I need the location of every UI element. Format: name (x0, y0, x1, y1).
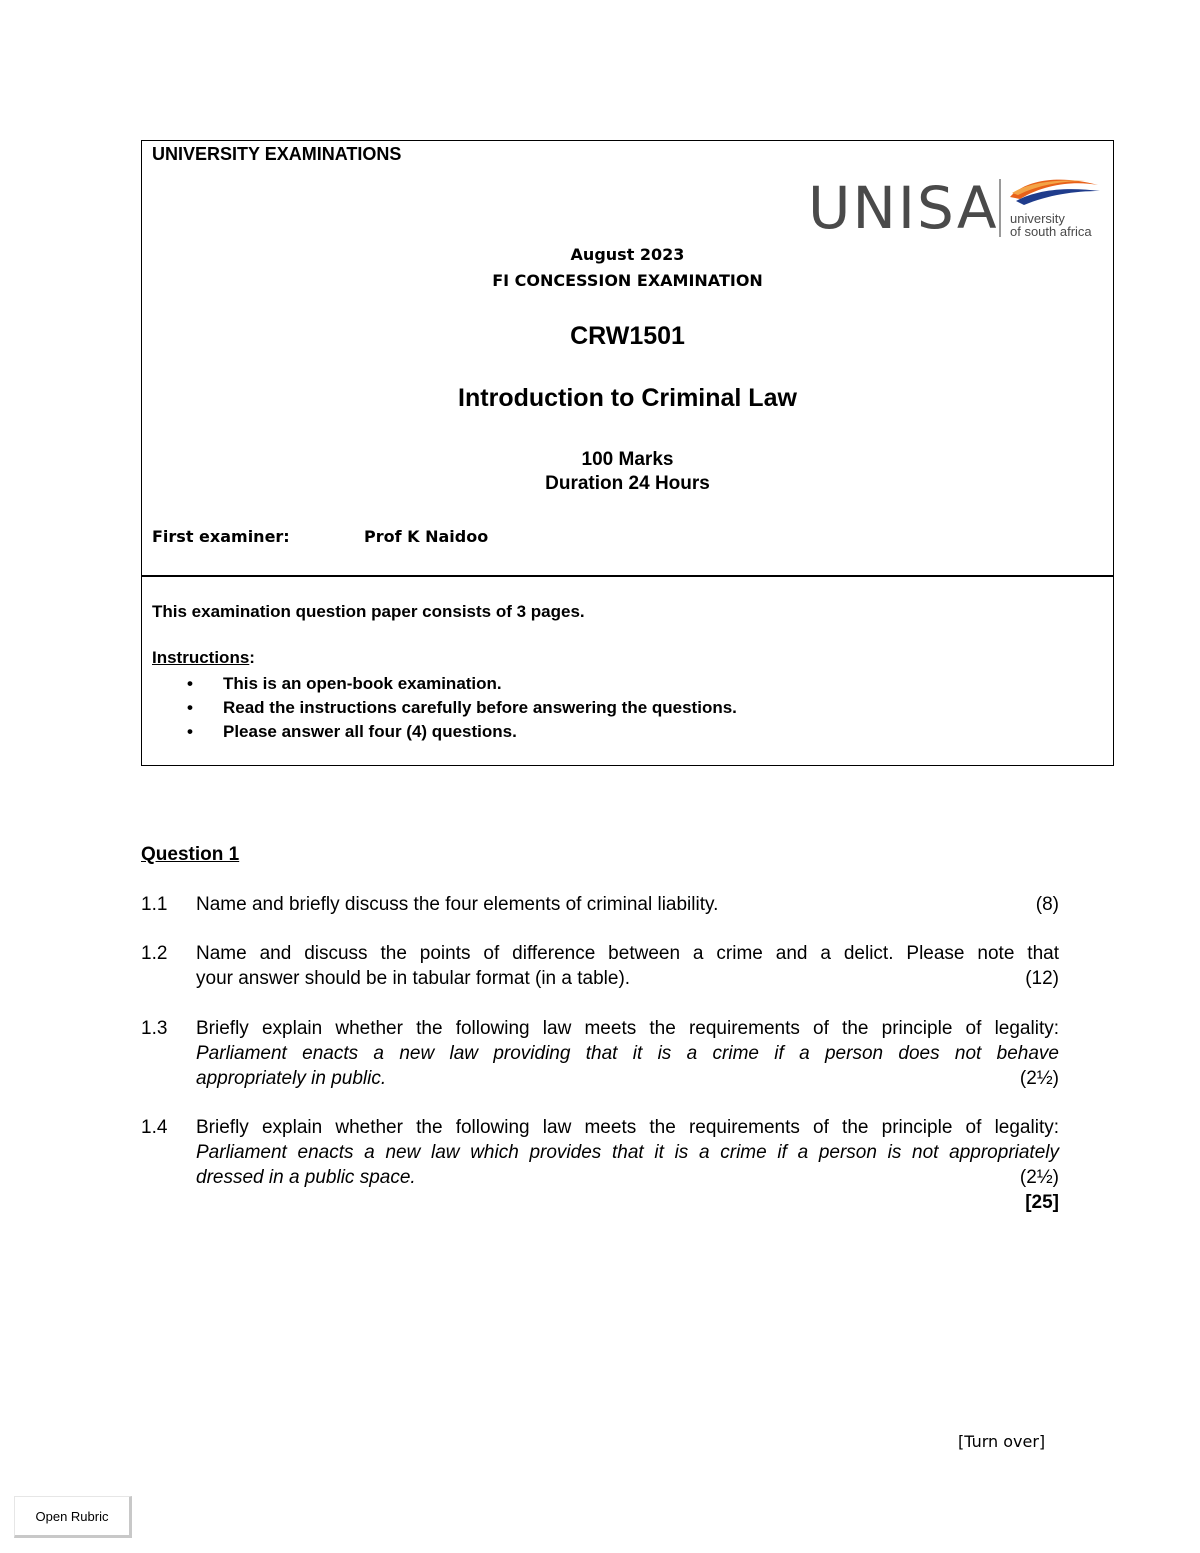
question-line: Parliament enacts a new law providing that it is a crime if a person does not behave (196, 1043, 1059, 1064)
module-code: CRW1501 (570, 322, 685, 350)
instructions-colon: : (249, 648, 255, 667)
question-text (196, 1016, 1059, 1091)
question-line: Name and discuss the points of difference between a crime and a delict. Please note that (196, 943, 1059, 964)
question-line: appropriately in public. (196, 1068, 387, 1089)
question-mark: (2½) (1019, 1167, 1059, 1188)
question-mark: (2½) (1019, 1068, 1059, 1089)
instructions-list (152, 672, 737, 744)
question-line: dressed in a public space. (196, 1167, 416, 1188)
open-rubric-button[interactable]: Open Rubric (14, 1496, 132, 1538)
question-line: Briefly explain whether the following law meets the requirements of the principle of legality: (196, 1117, 1059, 1138)
turn-over-note: [Turn over] (958, 1432, 1046, 1451)
logo-swoosh-icon (1006, 175, 1102, 209)
instruction-item: • This is an open-book examination. (152, 672, 737, 696)
question-text (196, 1115, 1059, 1215)
total-marks: 100 Marks (581, 449, 674, 470)
question-total-marks: [25] (1025, 1192, 1059, 1213)
exam-date: August 2023 (570, 245, 685, 264)
logo-divider (999, 179, 1001, 237)
instruction-item: • Read the instructions carefully before answering the questions. (152, 696, 737, 720)
exam-type: FI CONCESSION EXAMINATION (492, 271, 763, 290)
question-number: 1.1 (141, 894, 168, 915)
logo-subtext-university: university (1010, 211, 1065, 226)
module-title: Introduction to Criminal Law (458, 384, 797, 412)
question-line: Parliament enacts a new law which provides that it is a crime if a person is not appropriately (196, 1142, 1059, 1163)
exam-duration: Duration 24 Hours (545, 473, 710, 494)
question-number: 1.4 (141, 1117, 168, 1138)
instructions-heading (152, 648, 255, 668)
cover-header-section (142, 141, 1113, 577)
examiner-label: First examiner: (152, 527, 290, 546)
pages-note: This examination question paper consists of 3 pages. (152, 602, 585, 621)
logo-wordmark: UNISA (808, 174, 999, 242)
question-line: Name and briefly discuss the four elements of criminal liability. (196, 894, 719, 915)
question-1-heading: Question 1 (141, 844, 240, 865)
question-mark: (12) (1025, 968, 1059, 989)
question-text (196, 892, 1059, 917)
logo-subtext-south-africa: of south africa (1010, 224, 1092, 239)
examiner-name: Prof K Naidoo (364, 527, 489, 546)
question-mark: (8) (1035, 894, 1059, 915)
exam-cover-box (141, 140, 1114, 766)
unisa-logo (808, 175, 1103, 245)
instructions-label: Instructions (152, 648, 250, 667)
cover-instructions-section (142, 575, 1113, 765)
question-line: your answer should be in tabular format (in a table). (196, 968, 631, 989)
question-text (196, 941, 1059, 991)
question-line: Briefly explain whether the following law meets the requirements of the principle of legality: (196, 1018, 1059, 1039)
question-number: 1.2 (141, 943, 168, 964)
university-examinations-label: UNIVERSITY EXAMINATIONS (152, 144, 402, 164)
question-number: 1.3 (141, 1018, 168, 1039)
instruction-item: • Please answer all four (4) questions. (152, 720, 737, 744)
